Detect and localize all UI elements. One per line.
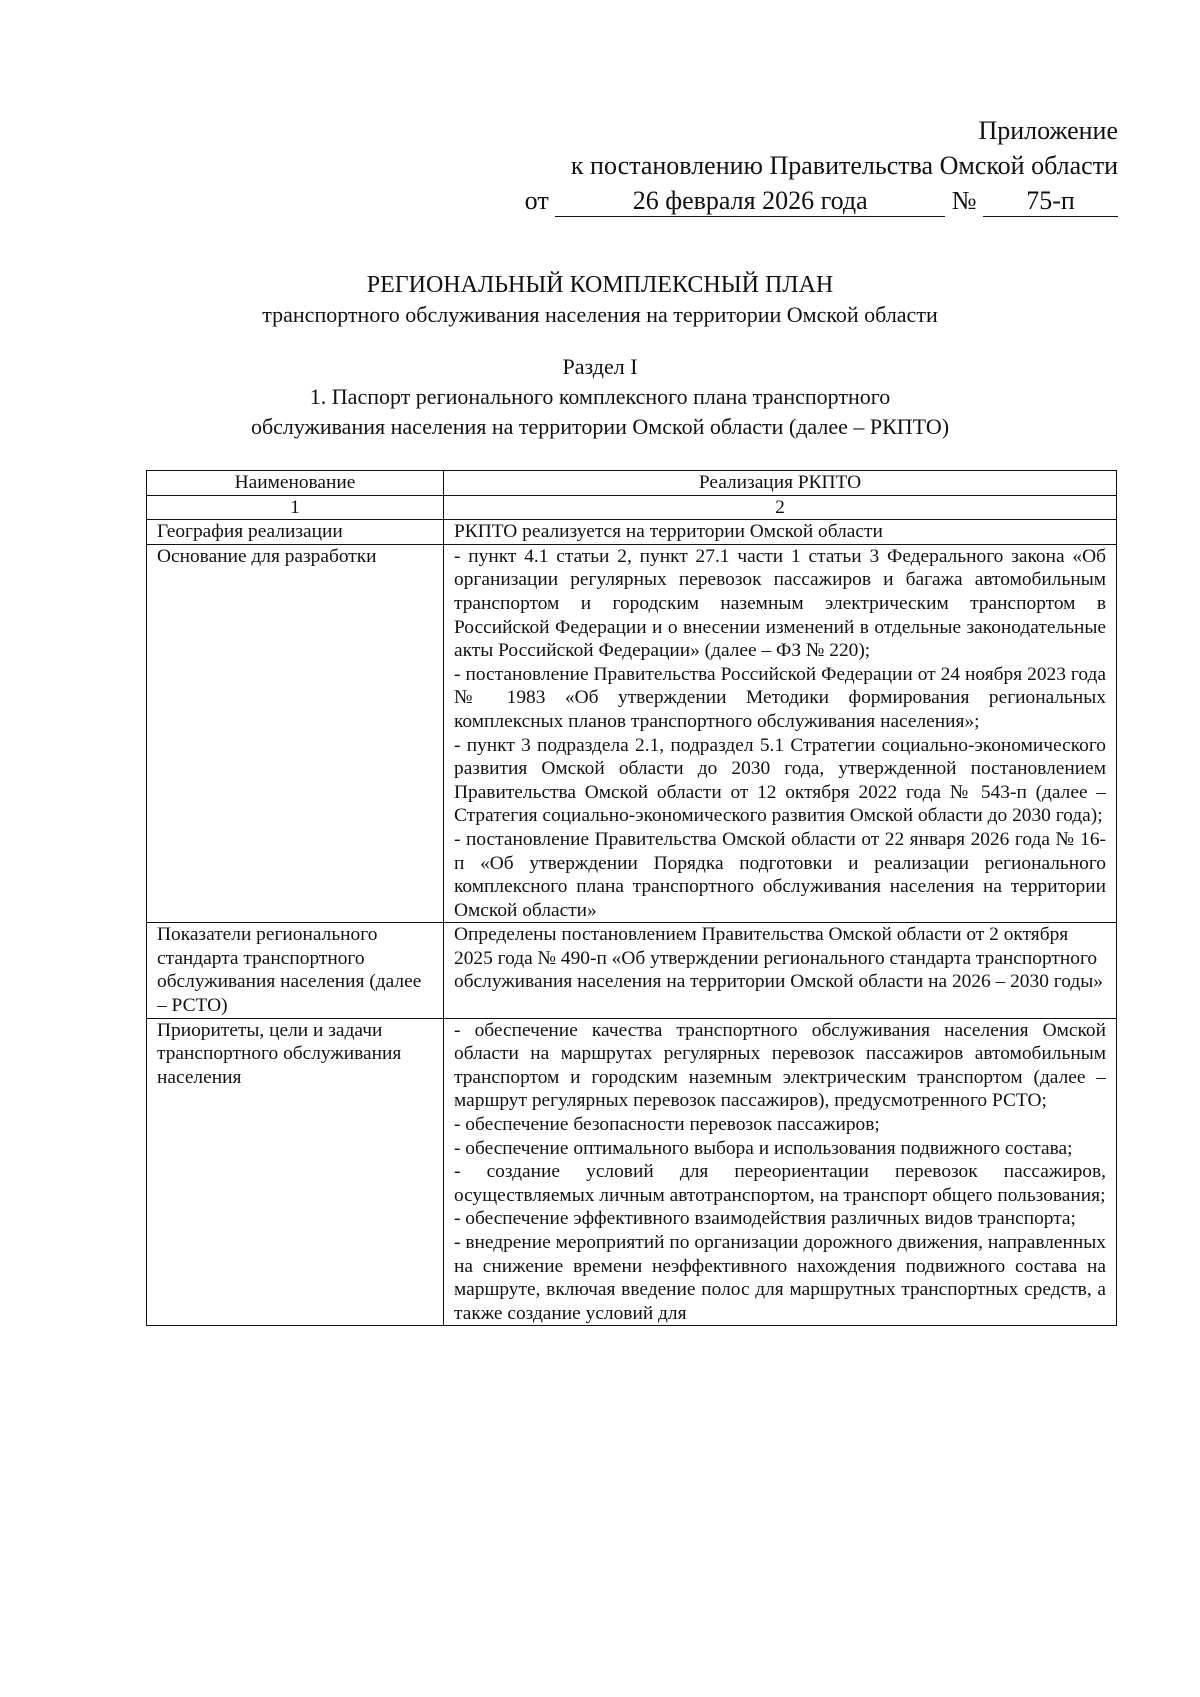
- document-title: РЕГИОНАЛЬНЫЙ КОМПЛЕКСНЫЙ ПЛАН: [366, 272, 834, 298]
- row-paragraph: - постановление Правительства Российской Федерации от 24 ноября 2023 года № 1983 «Об утверждении Методики формирования региональных комплексных планов транспортного обслуживания населения»;: [454, 663, 1106, 732]
- row-paragraph: - обеспечение оптимального выбора и использования подвижного состава;: [454, 1137, 1073, 1159]
- row-paragraph: - пункт 3 подраздела 2.1, подраздел 5.1 Стратегии социально-экономического развития Омской области до 2030 года, утвержденной постановлением Правительства Омской области от 12 октября 2022 года № 543-п (далее – Стратегия социально-экономического развития Омской области до 2030 года);: [454, 734, 1106, 827]
- column-number-2: 2: [444, 495, 1117, 520]
- row-content: [444, 1018, 1117, 1326]
- document-subtitle: транспортного обслуживания населения на территории Омской области: [262, 302, 938, 327]
- row-paragraph: - создание условий для переориентации перевозок пассажиров, осуществляемых личным автотранспортом, на транспорт общего пользования;: [454, 1161, 1106, 1206]
- column-number-row: [147, 495, 1117, 520]
- row-paragraph: - обеспечение эффективного взаимодействия различных видов транспорта;: [454, 1208, 1076, 1230]
- passport-table: [146, 470, 1117, 1326]
- header-implementation: Реализация РКПТО: [444, 471, 1117, 496]
- table-header-row: [147, 471, 1117, 496]
- appendix-block: [525, 113, 1118, 218]
- row-paragraph: Определены постановлением Правительства Омской области от 2 октября 2025 года № 490-п «Об утверждении регионального стандарта транспортного обслуживания населения на территории Омской области на 2026 – 2030 годы»: [454, 924, 1103, 993]
- row-name: Приоритеты, цели и задачи транспортного обслуживания населения: [147, 1018, 444, 1326]
- passport-heading-line2: обслуживания населения на территории Омской области (далее – РКПТО): [250, 414, 950, 439]
- row-paragraph: - обеспечение безопасности перевозок пассажиров;: [454, 1114, 880, 1136]
- header-name: Наименование: [147, 471, 444, 496]
- row-paragraph: - обеспечение качества транспортного обслуживания населения Омской области на маршрутах регулярных перевозок пассажиров автомобильным транспортом и городским наземным электрическим транспортом (далее – маршрут регулярных перевозок пассажиров), предусмотренного РСТО;: [454, 1019, 1106, 1112]
- section-title: Раздел I: [562, 354, 638, 379]
- passport-heading-line1: 1. Паспорт регионального комплексного плана транспортного: [309, 384, 891, 409]
- row-content: [444, 544, 1117, 923]
- appendix-date-line: [525, 183, 1118, 218]
- row-paragraph: - внедрение мероприятий по организации дорожного движения, направленных на снижение времени неэффективного нахождения подвижного состава на маршруте, включая введение полос для маршрутных транспортных средств, а также создание условий для: [454, 1232, 1106, 1324]
- row-content: [444, 520, 1117, 545]
- row-content: [444, 923, 1117, 1018]
- column-number-1: 1: [147, 495, 444, 520]
- row-paragraph: - постановление Правительства Омской области от 22 января 2026 года № 16-п «Об утверждении Порядка подготовки и реализации регионального комплексного плана транспортного обслуживания населения на территории Омской области»: [454, 828, 1106, 921]
- row-name: Основание для разработки: [147, 544, 444, 923]
- decree-date: 26 февраля 2026 года: [555, 186, 945, 217]
- row-name: География реализации: [147, 520, 444, 545]
- table-row: [147, 923, 1117, 1018]
- table-row: [147, 520, 1117, 545]
- table-row: [147, 1018, 1117, 1326]
- date-prefix: от: [524, 186, 549, 215]
- document-heading: [0, 270, 1200, 442]
- row-paragraph: РКПТО реализуется на территории Омской области: [454, 521, 883, 543]
- row-paragraph: - пункт 4.1 статьи 2, пункт 27.1 части 1 статьи 3 Федерального закона «Об организации регулярных перевозок пассажиров и багажа автомобильным транспортом и городским наземным электрическим транспортом в Российской Федерации и о внесении изменений в отдельные законодательные акты Российской Федерации» (далее – ФЗ № 220);: [454, 545, 1106, 662]
- row-name: Показатели регионального стандарта транспортного обслуживания населения (далее – РСТО): [147, 923, 444, 1018]
- appendix-title: Приложение: [978, 116, 1118, 145]
- table-row: [147, 544, 1117, 923]
- number-prefix: №: [951, 186, 977, 215]
- appendix-decree-line: к постановлению Правительства Омской области: [570, 151, 1118, 180]
- decree-number: 75-п: [983, 186, 1118, 217]
